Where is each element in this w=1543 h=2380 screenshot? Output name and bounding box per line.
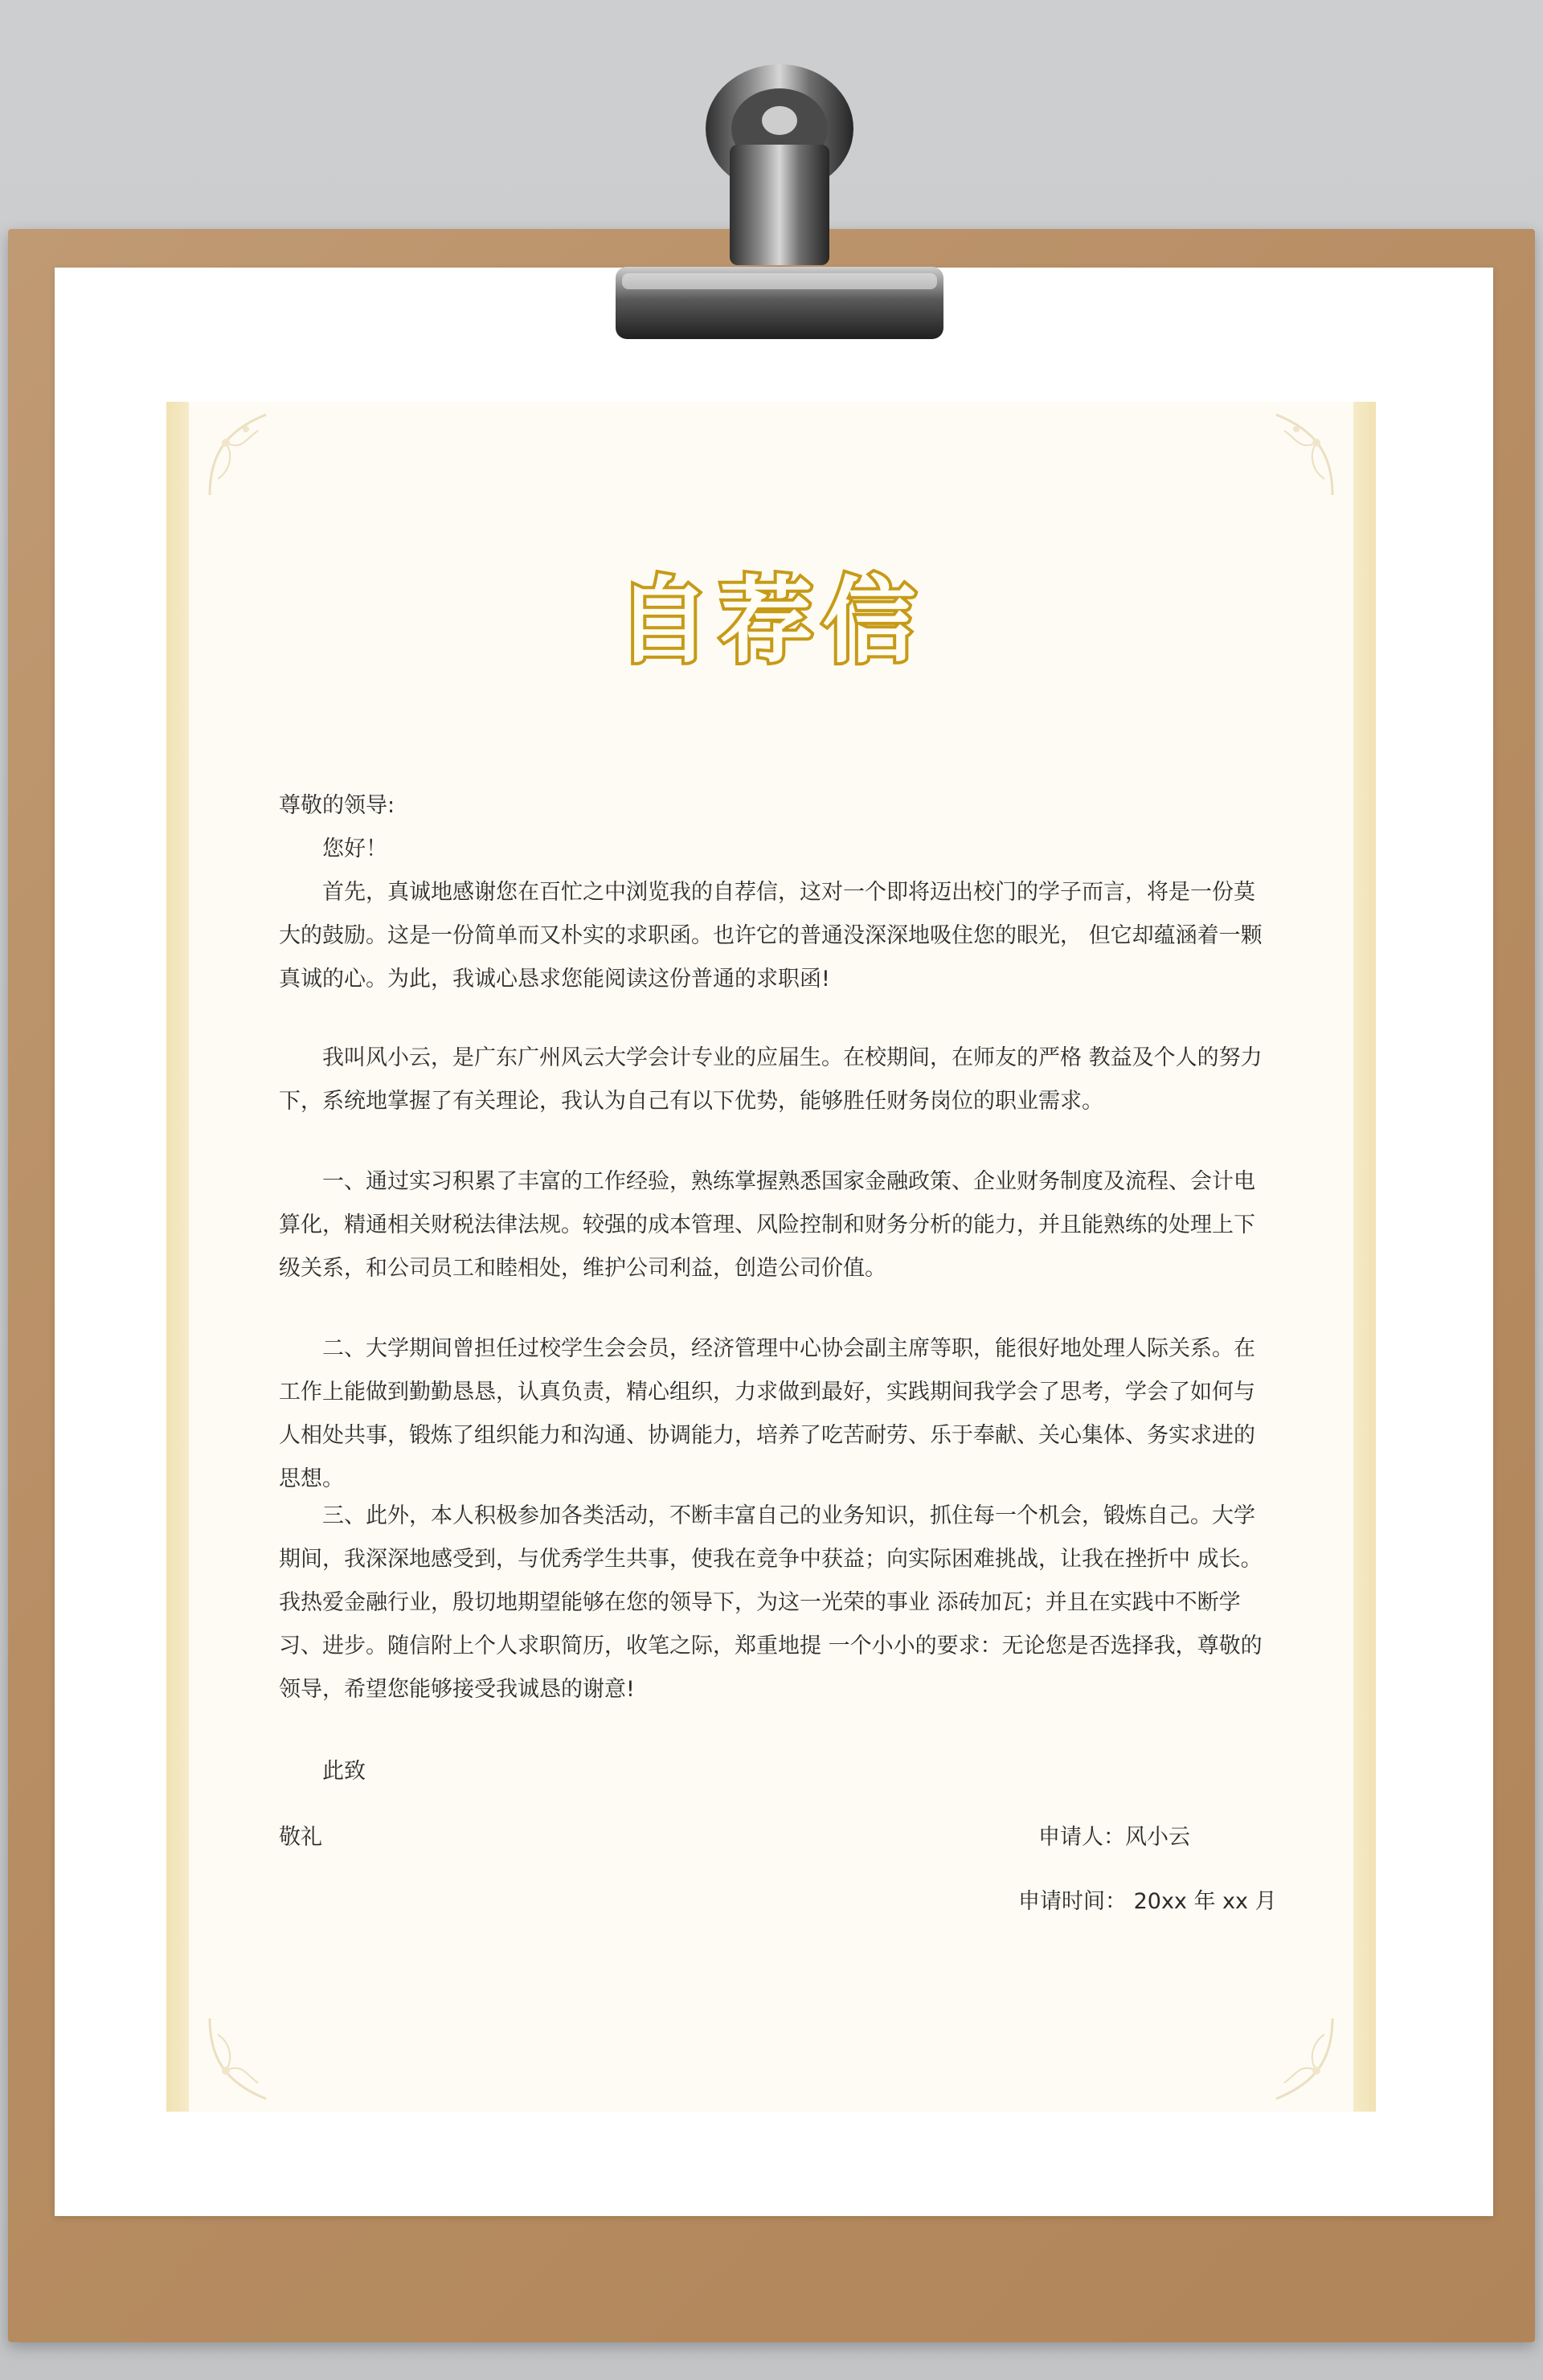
paragraph-block xyxy=(279,1327,1263,1501)
corner-ornament-icon xyxy=(1268,2010,1340,2107)
application-date: 申请时间： 20xx 年 xx 月 xyxy=(1018,1889,1277,1914)
greeting: 您好！ xyxy=(322,836,387,861)
binder-clip-icon xyxy=(611,48,948,354)
regards-text: 敬礼 xyxy=(279,1825,322,1850)
corner-ornament-icon xyxy=(1268,407,1340,503)
paragraph-block xyxy=(279,1160,1263,1290)
paragraph-2: 我叫风小云，是广东广州风云大学会计专业的应届生。在校期间，在师友的严格 教益及个人的努力下，系统地掌握了有关理论，我认为自己有以下优势，能够胜任财务岗位的职业需求。 xyxy=(279,1045,1263,1114)
paragraph-5: 三、此外，本人积极参加各类活动，不断丰富自己的业务知识，抓住每一个机会，锻炼自己。大学期间，我深深地感受到，与优秀学生共事，使我在竞争中获益；向实际困难挑战，让我在挫折中 成长。我热爱金融行业，殷切地期望能够在您的领导下，为这一光荣的事业 添砖加瓦；并且在实践中不断学习、进步。随信附上个人求职简历，收笔之际，郑重地提 一个小小的要求：无论您是否选择我，尊敬的领导，希望您能够接受我诚恳的谢意! xyxy=(279,1503,1263,1702)
paragraph-4: 二、大学期间曾担任过校学生会会员，经济管理中心协会副主席等职，能很好地处理人际关系。在工作上能做到勤勤恳恳，认真负责，精心组织，力求做到最好，实践期间我学会了思考，学会了如何与人相处共事，锻炼了组织能力和沟通、协调能力，培养了吃苦耐劳、乐于奉献、关心集体、务实求进的思想。 xyxy=(279,1336,1255,1491)
letter-title: 自荐信 xyxy=(616,567,926,676)
corner-ornament-icon xyxy=(202,2010,274,2107)
paragraph-3: 一、通过实习积累了丰富的工作经验，熟练掌握熟悉国家金融政策、企业财务制度及流程、会计电算化，精通相关财税法律法规。较强的成本管理、风险控制和财务分析的能力，并且能熟练的处理上下级关系，和公司员工和睦相处，维护公司利益，创造公司价值。 xyxy=(279,1169,1255,1281)
paragraph-block xyxy=(279,1495,1263,1711)
closing-text: 此致 xyxy=(322,1759,366,1784)
letter-page xyxy=(166,402,1376,2112)
paragraph-block xyxy=(279,1037,1263,1123)
letter-opening xyxy=(279,784,1263,1001)
salutation: 尊敬的领导: xyxy=(279,793,395,818)
applicant-name: 申请人：风小云 xyxy=(1038,1825,1190,1850)
corner-ornament-icon xyxy=(202,407,274,503)
paragraph-1: 首先，真诚地感谢您在百忙之中浏览我的自荐信，这对一个即将迈出校门的学子而言，将是一份莫大的鼓励。这是一份简单而又朴实的求职函。也许它的普通没深深地吸住您的眼光， 但它却蕴涵着一颗真诚的心。为此，我诚心恳求您能阅读这份普通的求职函! xyxy=(279,880,1263,992)
